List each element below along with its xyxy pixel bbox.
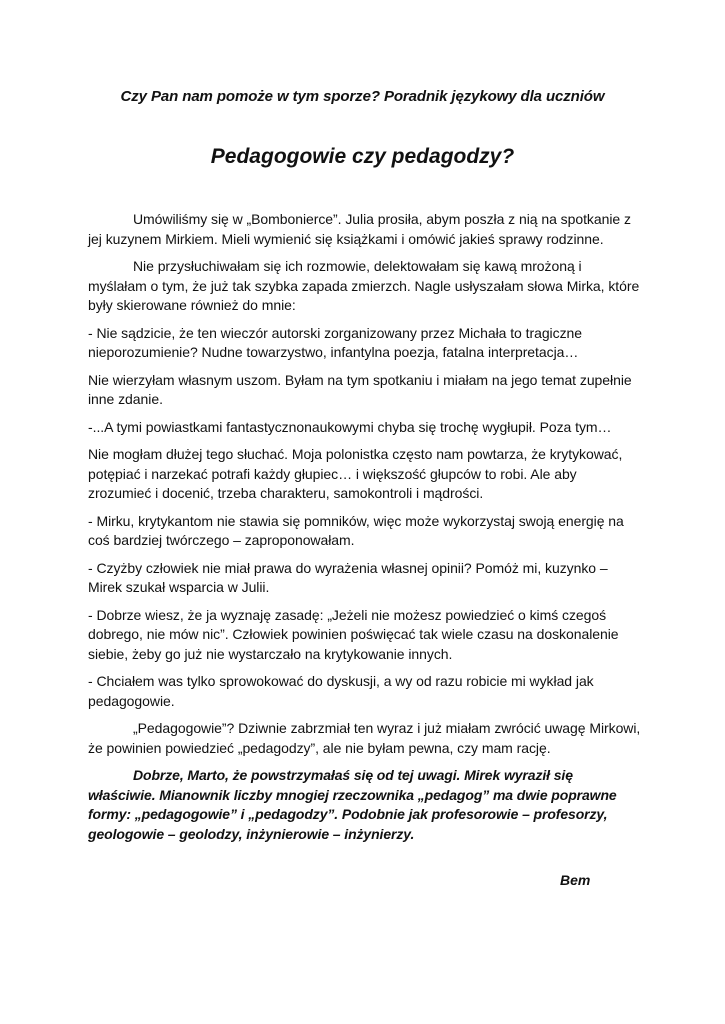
paragraph: Nie wierzyłam własnym uszom. Byłam na tym spotkaniu i miałam na jego temat zupełnie inne zdanie.	[88, 371, 632, 407]
column-header: Czy Pan nam pomoże w tym sporze? Poradnik językowy dla uczniów	[120, 88, 605, 105]
paragraph: - Czyżby człowiek nie miał prawa do wyrażenia własnej opinii? Pomóż mi, kuzynko – Mirek szukał wsparcia w Julii.	[88, 559, 608, 595]
paragraph: - Nie sądzicie, że ten wieczór autorski zorganizowany przez Michała to tragiczne nieporozumienie? Nudne towarzystwo, infantylna poezja, fatalna interpretacja…	[88, 324, 582, 360]
paragraph: Nie mogłam dłużej tego słuchać. Moja polonistka często nam powtarza, że krytykować, potępiać i narzekać potrafi każdy głupiec… i większość głupców to robi. Ale aby zrozumieć i docenić, trzeba charakteru, samokontroli i mądrości.	[88, 446, 623, 501]
expert-answer: Dobrze, Marto, że powstrzymałaś się od tej uwagi. Mirek wyraził się właściwie. Mianownik liczby mnogiej rzeczownika „pedagog” ma dwie poprawne formy: „pedagogowie” i „pedagodzy”. Podobnie jak profesorowie – profesorzy, geologowie – geolodzy, inżynierowie – inżynierzy.	[88, 767, 617, 842]
paragraph: - Mirku, krytykantom nie stawia się pomników, więc może wykorzystaj swoją energię na coś bardziej twórczego – zaproponowałam.	[88, 512, 624, 548]
paragraph: -...A tymi powiastkami fantastycznonaukowymi chyba się trochę wygłupił. Poza tym…	[88, 418, 612, 435]
paragraph: „Pedagogowie”? Dziwnie zabrzmiał ten wyraz i już miałam zwrócić uwagę Mirkowi, że powinien powiedzieć „pedagodzy”, ale nie byłam pewna, czy mam rację.	[88, 720, 641, 756]
paragraph: Umówiliśmy się w „Bombonierce”. Julia prosiła, abym poszła z nią na spotkanie z jej kuzynem Mirkiem. Mieli wymienić się książkami i omówić jakieś sprawy rodzinne.	[88, 211, 631, 247]
article-body	[88, 210, 643, 766]
article-title: Pedagogowie czy pedagodzy?	[210, 145, 515, 168]
author-signature: Bem	[560, 872, 591, 888]
paragraph: - Chciałem was tylko sprowokować do dyskusji, a wy od razu robicie mi wykład jak pedagogowie.	[88, 673, 594, 709]
paragraph: - Dobrze wiesz, że ja wyznaję zasadę: „Jeżeli nie możesz powiedzieć o kimś czegoś dobrego, nie mów nic”. Człowiek powinien poświęcać tak wiele czasu na doskonalenie siebie, żeby go już nie wystarczało na krytykowanie innych.	[88, 606, 619, 662]
paragraph: Nie przysłuchiwałam się ich rozmowie, delektowałam się kawą mrożoną i myślałam o tym, że już tak szybka zapada zmierzch. Nagle usłyszałam słowa Mirka, które były skierowane również do mnie:	[88, 258, 640, 313]
